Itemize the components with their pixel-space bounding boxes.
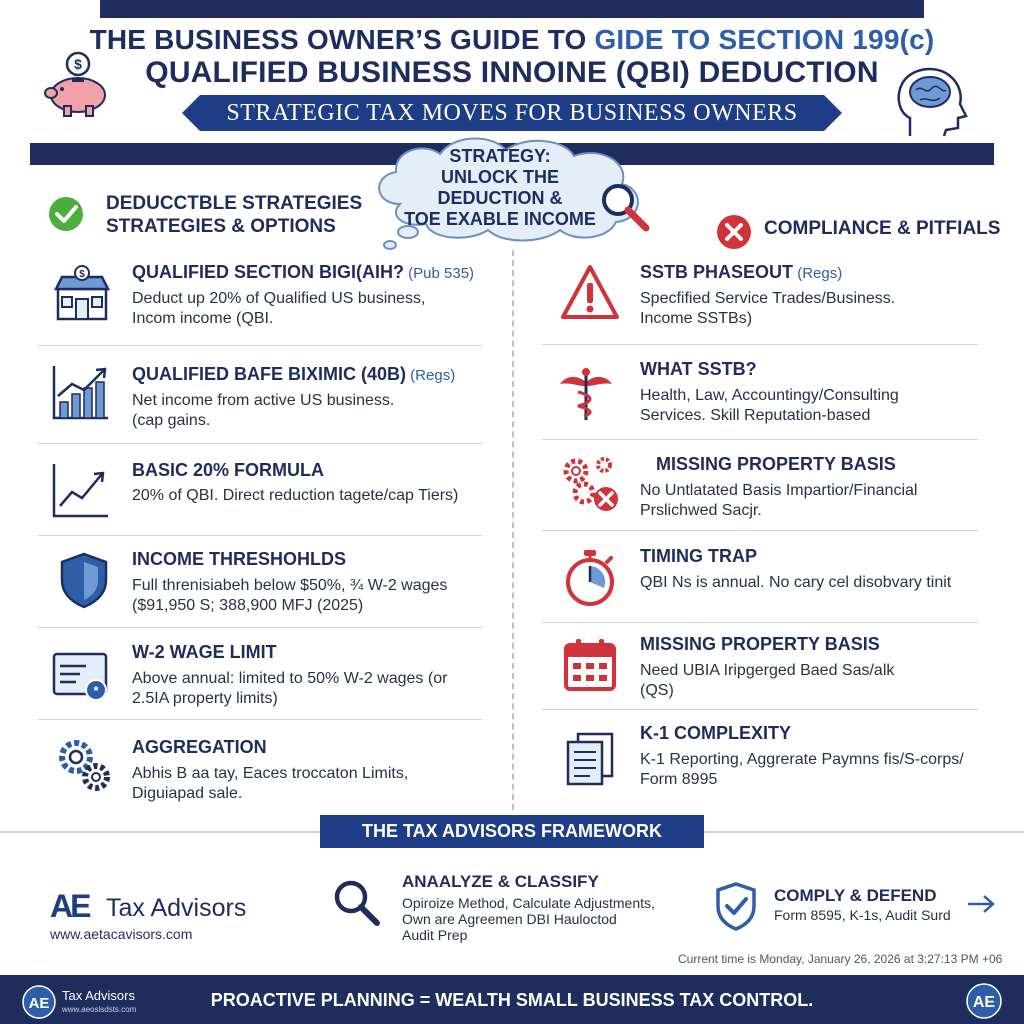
left-item-body: Full threnisiabeh below $50%, ¾ W-2 wages ($91,950 S; 388,900 MFJ (2025)	[132, 577, 448, 614]
right-item-body: Specfified Service Trades/Business. Income SSTBs)	[640, 290, 896, 327]
search-icon	[330, 876, 382, 928]
ae-logo: AE	[50, 888, 89, 924]
check-circle-icon	[48, 196, 84, 232]
shield-icon	[54, 550, 114, 610]
row-divider	[38, 443, 482, 444]
left-item-body: 20% of QBI. Direct reduction tagete/cap Tiers)	[132, 487, 459, 504]
left-column-heading: DEDUCCTBLE STRATEGIES STRATEGIES & OPTIONS	[106, 193, 363, 237]
right-item-title: K-1 COMPLEXITY	[640, 723, 792, 743]
caduceus-icon	[556, 362, 616, 422]
stopwatch-icon	[560, 548, 620, 608]
gears-icon	[54, 735, 114, 795]
line-chart-icon	[50, 460, 110, 520]
right-column-heading: COMPLIANCE & PITFIALS	[764, 218, 1001, 239]
brain-head-icon	[890, 60, 980, 140]
row-divider	[38, 345, 482, 346]
left-item-body: Above annual: limited to 50% W-2 wages (or 2.5IA property limits)	[132, 670, 448, 707]
bar-chart-icon	[50, 362, 110, 422]
left-item-title: AGGREGATION	[132, 737, 267, 757]
shield-check-icon	[710, 880, 762, 932]
left-item-title: QUALIFIED SECTION BIGI(AIH? (Pub 535)	[132, 262, 475, 282]
right-item-body: Need UBIA Iripgerged Baed Sas/alk (QS)	[640, 662, 895, 699]
right-item-body: K-1 Reporting, Aggrerate Paymns fis/S-corps/ Form 8995	[640, 751, 964, 788]
ae-logo-badge-right	[966, 983, 1002, 1019]
top-bar	[100, 0, 924, 18]
right-item-body: Health, Law, Accountingу/Consulting Services. Skill Reputation-based	[640, 387, 899, 424]
current-time-text: Current time is Monday, January 26, 2026 at 3:27:13 PM +06	[678, 952, 1003, 966]
framework-title: THE TAX ADVISORS FRAMEWORK	[320, 815, 704, 848]
left-item-body: Net income from active US business. (cap gains.	[132, 392, 395, 429]
magnifier-icon	[596, 178, 652, 234]
left-item-body: Abhis B aa tay, Eaces troccaton Limits, Diguiapad sale.	[132, 765, 409, 802]
footer-brand-name: Tax Advisors	[62, 988, 135, 1003]
x-circle-icon	[716, 214, 752, 250]
right-item-body: QBI Ns is annual. No cary cel disobvary tinit	[640, 574, 952, 591]
row-divider	[38, 535, 482, 536]
brand-url[interactable]: www.aetacavisors.com	[50, 926, 193, 942]
storefront-icon	[52, 265, 112, 325]
framework-step-analyze-body: Opiroize Method, Calculate Adjustments, Own are Agreemen DBI Hauloctod Audit Prep	[402, 895, 655, 943]
right-item-title: TIMING TRAP	[640, 546, 757, 566]
row-divider	[542, 344, 978, 345]
left-item-title: BASIC 20% FORMULA	[132, 460, 325, 480]
strategy-cloud-text: STRATEGY: UNLOCK THE DEDUCTION & TOE EXABLE INCOME	[404, 146, 596, 229]
piggy-bank-icon	[40, 48, 120, 118]
framework-step-analyze-title: ANAALYZE & CLASSIFY	[402, 872, 599, 891]
page-title-line-2: QUALIFIED BUSINESS INNOINE (QBI) DEDUCTION	[145, 56, 879, 89]
footer-logo-right-text: AE	[972, 994, 996, 1011]
row-divider	[38, 627, 482, 628]
ribbon-tail-right	[824, 95, 842, 131]
left-item-title: INCOME THRESHOHLDS	[132, 549, 347, 569]
right-item-title: MISSING PROPERTY BASIS	[656, 454, 896, 474]
warning-icon	[560, 263, 620, 323]
framework-step-comply-title: COMPLY & DEFEND	[774, 886, 937, 905]
ribbon-tail-left	[182, 95, 200, 131]
row-divider	[38, 719, 482, 720]
footer-logo-text: AE	[28, 995, 50, 1012]
calendar-icon	[560, 635, 620, 695]
brand-name: Tax Advisors	[106, 894, 247, 922]
left-item-title: QUALIFIED BAFE BIXIMIC (40B) (Regs)	[132, 364, 456, 384]
right-item-title: MISSING PROPERTY BASIS	[640, 634, 880, 654]
row-divider	[542, 622, 978, 623]
right-item-body: No Untlatated Basis Impartior/Financial Prslichwed Sacjr.	[640, 482, 918, 519]
right-item-title: SSTB PHASEOUT (Regs)	[640, 262, 843, 282]
row-divider	[542, 709, 978, 710]
row-divider	[542, 439, 978, 440]
gears-error-icon	[560, 455, 620, 515]
framework-step-comply-body: Form 8595, K-1s, Audit Surd	[774, 907, 951, 923]
svg-text:*: *	[93, 683, 99, 698]
footer-tagline: PROACTIVE PLANNING = WEALTH SMALL BUSINESS TAX CONTROL.	[210, 990, 814, 1010]
column-separator	[512, 250, 514, 810]
svg-text:$: $	[79, 269, 85, 280]
left-item-title: W-2 WAGE LIMIT	[132, 642, 277, 662]
row-divider	[542, 530, 978, 531]
footer-brand-url[interactable]: www.aeoslsdsts.com	[62, 1005, 137, 1014]
left-item-body: Deduct up 20% of Qualified US business, Incom income (QBI.	[132, 290, 426, 327]
subtitle-ribbon-text: STRATEGIC TAX MOVES FOR BUSINESS OWNERS	[226, 100, 798, 126]
svg-text:$: $	[74, 56, 82, 72]
right-item-title: WHAT SSTB?	[640, 359, 757, 379]
wage-card-icon	[50, 646, 110, 706]
arrow-right-icon	[966, 892, 996, 916]
documents-icon	[560, 730, 620, 790]
page-title-line-1: THE BUSINESS OWNER’S GUIDE TO GIDE TO SECTION 199(c)	[89, 24, 935, 55]
